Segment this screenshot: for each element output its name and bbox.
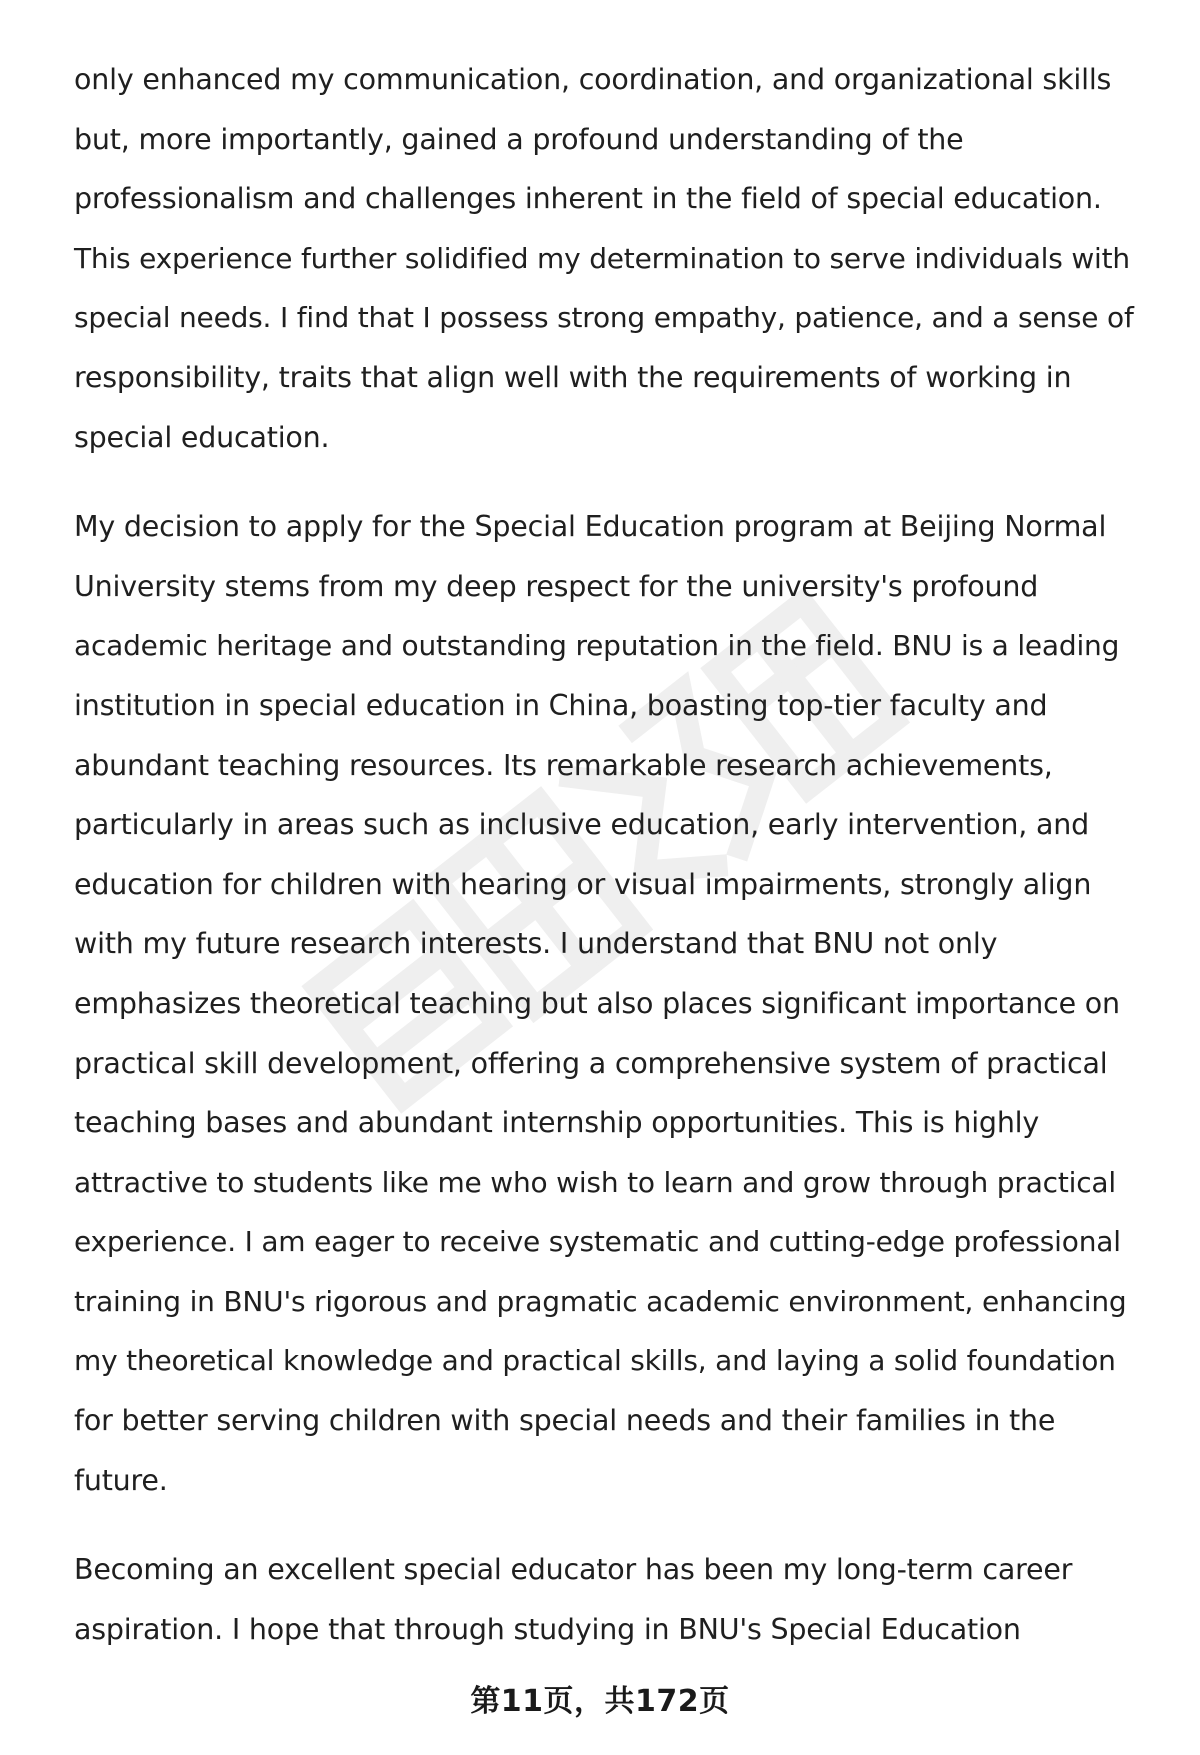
text-line: abundant teaching resources. Its remarkable research achievements,: [74, 748, 1053, 782]
text-line: training in BNU's rigorous and pragmatic academic environment, enhancing: [74, 1284, 1127, 1318]
text-line: only enhanced my communication, coordination, and organizational skills: [74, 63, 1112, 96]
text-line: emphasizes theoretical teaching but also places significant importance on: [74, 986, 1120, 1020]
text-line: for better serving children with special needs and their families in the: [74, 1404, 1056, 1438]
text-line: My decision to apply for the Special Education program at Beijing Normal: [74, 510, 1107, 544]
text-line: but, more importantly, gained a profound understanding of the: [74, 122, 964, 156]
text-line: my theoretical knowledge and practical skills, and laying a solid foundation: [74, 1344, 1116, 1378]
text-line: attractive to students like me who wish to learn and grow through practical: [74, 1165, 1116, 1199]
text-line: teaching bases and abundant internship opportunities. This is highly: [74, 1106, 1040, 1140]
text-line: University stems from my deep respect for the university's profound: [74, 569, 1039, 603]
text-line: professionalism and challenges inherent in the field of special education.: [74, 182, 1102, 216]
text-line: This experience further solidified my determination to serve individuals with: [74, 241, 1130, 275]
text-line: academic heritage and outstanding reputation in the field. BNU is a leading: [74, 629, 1120, 663]
text-line: education for children with hearing or visual impairments, strongly align: [74, 867, 1092, 901]
text-line: aspiration. I hope that through studying in BNU's Special Education: [74, 1612, 1021, 1646]
text-line: Becoming an excellent special educator has been my long-term career: [74, 1553, 1073, 1587]
text-line: institution in special education in China, boasting top-tier faculty and: [74, 688, 1048, 722]
paragraph-1: [74, 50, 1134, 467]
text-line: particularly in areas such as inclusive education, early intervention, and: [74, 808, 1089, 842]
text-line: practical skill development, offering a comprehensive system of practical: [74, 1046, 1108, 1080]
text-line: with my future research interests. I understand that BNU not only: [74, 927, 998, 961]
paragraph-3: [74, 1540, 1134, 1659]
text-line: responsibility, traits that align well with the requirements of working in: [74, 360, 1072, 394]
body-text: [74, 50, 1134, 1659]
page-number-footer: 第11页，共172页: [470, 1684, 730, 1719]
text-line: special education.: [74, 420, 330, 454]
text-line: experience. I am eager to receive systematic and cutting-edge professional: [74, 1225, 1121, 1259]
paragraph-2: [74, 497, 1134, 1510]
text-line: special needs. I find that I possess strong empathy, patience, and a sense of: [74, 301, 1134, 335]
text-line: future.: [74, 1463, 168, 1497]
